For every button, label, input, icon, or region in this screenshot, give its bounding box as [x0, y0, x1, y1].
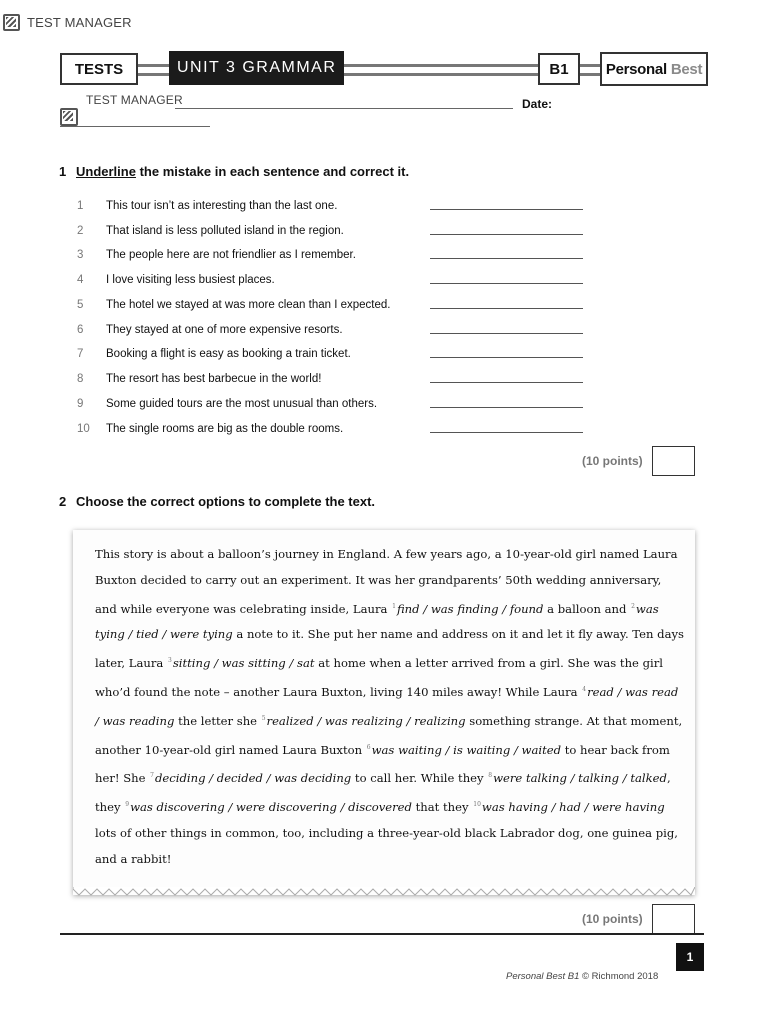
gap-number: 6: [366, 743, 371, 751]
question-row: [76, 320, 586, 340]
torn-edge-icon: [73, 887, 695, 901]
section1-score-box[interactable]: [652, 446, 695, 476]
answer-line[interactable]: [430, 407, 583, 408]
gap-number: 4: [582, 685, 587, 693]
answer-line[interactable]: [430, 209, 583, 210]
question-row: [76, 295, 586, 315]
section1-number: 1: [59, 164, 67, 179]
story-paper: [73, 530, 695, 895]
test-manager-logo-icon: [3, 14, 20, 31]
brand-best: Best: [670, 60, 703, 78]
answer-line[interactable]: [430, 308, 583, 309]
question-number: 7: [77, 348, 84, 360]
gap-options[interactable]: was having / had / were having: [481, 800, 665, 815]
question-row: [76, 270, 586, 290]
question-number: 1: [77, 200, 84, 212]
gap-options[interactable]: was tying / tied / were tying: [95, 601, 659, 642]
date-field[interactable]: [60, 126, 210, 127]
footer-credit: [506, 971, 658, 982]
name-row-logo-text: TEST MANAGER: [86, 93, 183, 107]
answer-line[interactable]: [430, 333, 583, 334]
section2-score-box[interactable]: [652, 904, 695, 934]
question-text: The hotel we stayed at was more clean than I expected.: [106, 299, 391, 311]
section2-title-text: Choose the correct options to complete the text.: [76, 494, 376, 509]
answer-line[interactable]: [430, 382, 583, 383]
question-row: [76, 344, 586, 364]
section2-title: [59, 494, 375, 509]
answer-line[interactable]: [430, 258, 583, 259]
gap-options[interactable]: find / was finding / found: [396, 601, 544, 616]
section1-title-rest: the mistake in each sentence and correct it.: [135, 164, 410, 179]
question-number: 9: [77, 398, 84, 410]
story-text: This story is about a balloon’s journey in England. A few years ago, a 10-year-old girl named Laura Buxton decided to carry out an experiment. It was her grandparents’ 50th wedding anniversary, and while everyone was celebrating inside, Laura $^1$find / was finding / found a balloon and $^2$was tying / tied / were tying a note to it. She put her name and address on it and let it fly away. Ten days later, Laura $^3$sitting / was sitting / sat at home when a letter arrived from a girl. She was the girl who’d found the note – another Laura Buxton, living 140 miles away! While Laura $^4$read / was read / was reading the letter she $^5$realized / was realizing / realizing something strange. At that moment, another 10-year-old girl named Laura Buxton $^6$was waiting / is waiting / waited to hear back from her! She $^7$deciding / decided / was deciding to call her. While they $^8$were talking / talking / talked, they $^9$was discovering / were discovering / discovered that they $^{10}$was having / had / were having lots of other things in common, too, including a three-year-old black Labrador dog, one guinea pig, and a rabbit!: [95, 547, 684, 866]
top-logo-text: TEST MANAGER: [27, 15, 132, 30]
name-field[interactable]: [175, 108, 513, 109]
section1-title: [59, 164, 409, 179]
test-manager-small-logo-icon: [60, 108, 78, 126]
question-row: [76, 394, 586, 414]
footer-book-title: Personal Best B1: [506, 971, 580, 982]
question-number: 2: [77, 225, 84, 237]
question-row: [76, 196, 586, 216]
answer-line[interactable]: [430, 283, 583, 284]
gap-number: 2: [631, 602, 635, 610]
gap-number: 8: [488, 772, 493, 780]
gap-options[interactable]: read / was read / was reading: [95, 684, 679, 728]
question-number: 10: [77, 423, 90, 435]
date-label: Date:: [522, 97, 553, 111]
question-row: [76, 245, 586, 265]
gap-options[interactable]: were talking / talking / talked: [493, 771, 667, 786]
question-number: 8: [77, 373, 84, 385]
answer-line[interactable]: [430, 432, 583, 433]
section2-points: (10 points): [582, 912, 643, 926]
gap-number: 10: [473, 801, 481, 809]
question-number: 6: [77, 324, 84, 336]
question-text: They stayed at one of more expensive resorts.: [106, 324, 343, 336]
gap-options[interactable]: deciding / decided / was deciding: [155, 771, 352, 786]
level-badge: B1: [538, 53, 580, 85]
gap-options[interactable]: was waiting / is waiting / waited: [371, 742, 562, 757]
gap-number: 7: [150, 772, 154, 780]
gap-number: 9: [125, 801, 130, 809]
question-row: [76, 221, 586, 241]
gap-options[interactable]: was discovering / were discovering / discovered: [130, 800, 412, 815]
question-row: [76, 419, 586, 439]
gap-number: 1: [392, 602, 396, 610]
question-number: 5: [77, 299, 84, 311]
section2-number: 2: [59, 494, 67, 509]
question-number: 3: [77, 249, 84, 261]
question-text: The people here are not friendlier as I remember.: [106, 249, 356, 261]
page-number: 1: [676, 943, 704, 971]
question-text: I love visiting less busiest places.: [106, 274, 275, 286]
question-text: The resort has best barbecue in the world!: [106, 373, 322, 385]
gap-options[interactable]: realized / was realizing / realizing: [266, 713, 466, 728]
gap-options[interactable]: sitting / was sitting / sat: [172, 656, 315, 671]
question-number: 4: [77, 274, 84, 286]
question-text: This tour isn’t as interesting than the last one.: [106, 200, 338, 212]
question-text: Booking a flight is easy as booking a train ticket.: [106, 348, 351, 360]
section1-title-underlined: Underline: [76, 164, 136, 179]
question-text: Some guided tours are the most unusual than others.: [106, 398, 378, 410]
tests-label: TESTS: [60, 53, 138, 85]
question-text: The single rooms are big as the double rooms.: [106, 423, 344, 435]
footer-copyright: © Richmond 2018: [579, 971, 659, 982]
question-row: [76, 369, 586, 389]
unit-title: UNIT 3 GRAMMAR: [169, 51, 344, 85]
brand-personal: Personal: [605, 60, 667, 78]
question-text: That island is less polluted island in the region.: [106, 225, 344, 237]
gap-number: 5: [261, 714, 266, 722]
personal-best-logo: [600, 52, 708, 86]
answer-line[interactable]: [430, 234, 583, 235]
gap-number: 3: [168, 657, 172, 665]
answer-line[interactable]: [430, 357, 583, 358]
section1-points: (10 points): [582, 454, 643, 468]
footer-rule: [60, 933, 704, 935]
